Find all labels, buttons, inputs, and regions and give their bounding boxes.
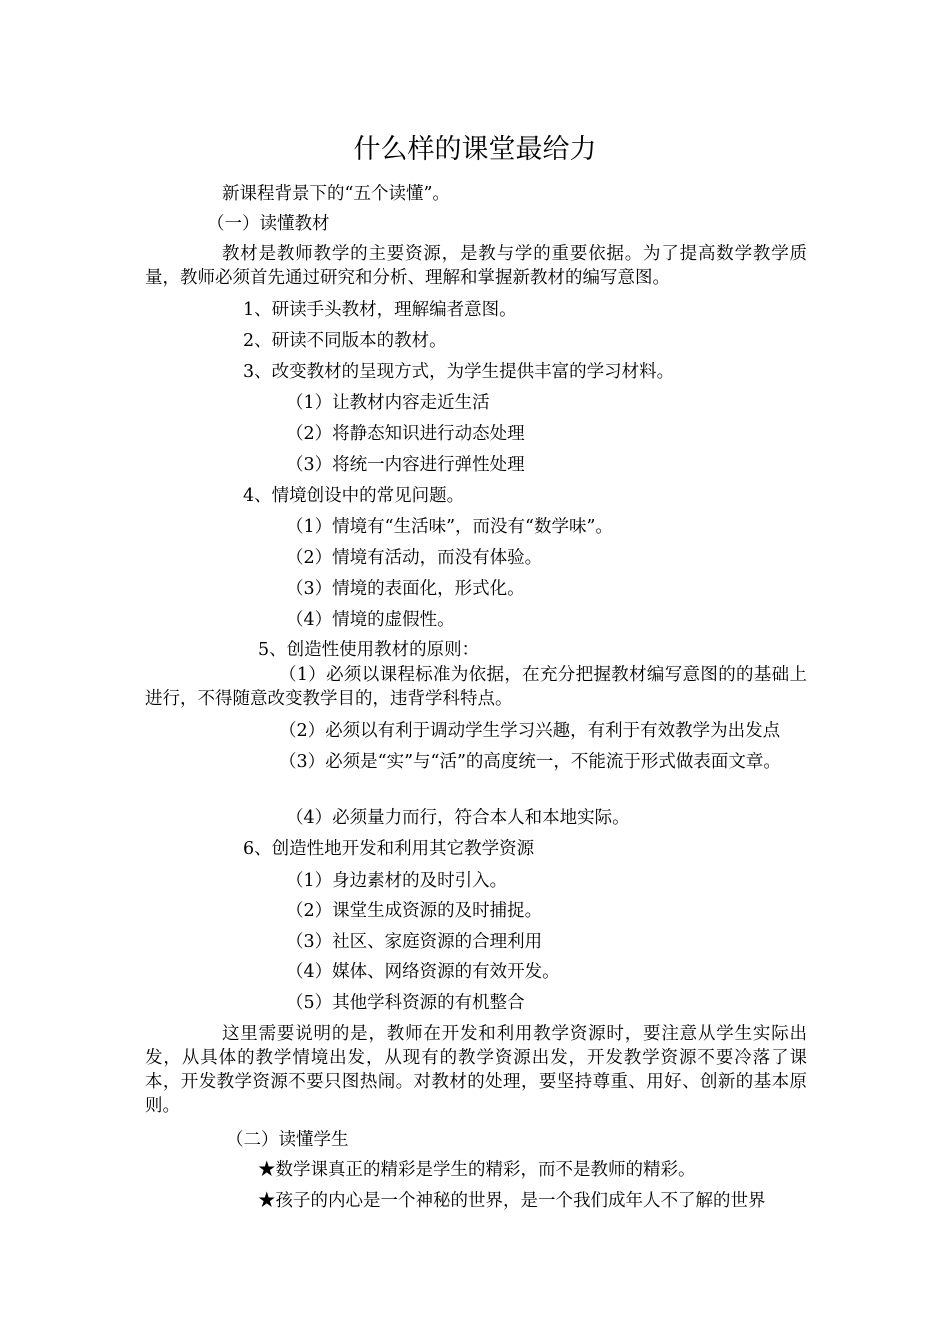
sub-item-3-2: （2）将静态知识进行动态处理 bbox=[286, 424, 525, 444]
sub-item-6-3: （3）社区、家庭资源的合理利用 bbox=[286, 932, 543, 952]
section1-heading: （一）读懂教材 bbox=[207, 214, 330, 234]
sub-item-3-3: （3）将统一内容进行弹性处理 bbox=[286, 455, 525, 475]
intro-line: 新课程背景下的“五个读懂”。 bbox=[222, 184, 450, 204]
list-item-1: 1、研读手头教材，理解编者意图。 bbox=[243, 300, 517, 320]
sub-item-6-5: （5）其他学科资源的有机整合 bbox=[286, 993, 525, 1013]
star-item-1: ★数学课真正的精彩是学生的精彩，而不是教师的精彩。 bbox=[258, 1160, 696, 1180]
sub-item-4-3: （3）情境的表面化，形式化。 bbox=[286, 579, 525, 599]
sub-item-5-2: （2）必须以有利于调动学生学习兴趣，有利于有效教学为出发点 bbox=[279, 721, 781, 741]
document-title: 什么样的课堂最给力 bbox=[353, 134, 597, 165]
list-item-3: 3、改变教材的呈现方式，为学生提供丰富的学习材料。 bbox=[243, 362, 675, 382]
sub-item-5-1: （1）必须以课程标准为依据，在充分把握教材编写意图的的基础上进行，不得随意改变教学目的，违背学科特点。 bbox=[145, 665, 807, 709]
sub-item-5-4: （4）必须量力而行，符合本人和本地实际。 bbox=[286, 808, 630, 828]
sub-item-3-1: （1）让教材内容走近生活 bbox=[286, 393, 490, 413]
list-item-6: 6、创造性地开发和利用其它教学资源 bbox=[243, 839, 535, 859]
list-item-2: 2、研读不同版本的教材。 bbox=[243, 331, 447, 351]
sub-item-6-4: （4）媒体、网络资源的有效开发。 bbox=[286, 962, 560, 982]
section2-heading: （二）读懂学生 bbox=[226, 1130, 349, 1150]
list-item-4: 4、情境创设中的常见问题。 bbox=[243, 486, 465, 506]
list-item-5: 5、创造性使用教材的原则： bbox=[258, 640, 480, 660]
note-paragraph: 这里需要说明的是，教师在开发和利用教学资源时，要注意从学生实际出发，从具体的教学情境出发，从现有的教学资源出发，开发教学资源不要冷落了课本，开发教学资源不要只图热闹。对教材的处理，要坚持尊重、用好、创新的基本原则。 bbox=[145, 1024, 807, 1116]
sub-item-4-1: （1）情境有“生活味”，而没有“数学味”。 bbox=[286, 517, 613, 537]
section1-paragraph: 教材是教师教学的主要资源，是教与学的重要依据。为了提高数学教学质量，教师必须首先通过研究和分析、理解和掌握新教材的编写意图。 bbox=[145, 244, 807, 288]
star-item-2: ★孩子的内心是一个神秘的世界，是一个我们成年人不了解的世界 bbox=[258, 1191, 766, 1211]
sub-item-5-3: （3）必须是“实”与“活”的高度统一，不能流于形式做表面文章。 bbox=[279, 752, 781, 772]
sub-item-6-1: （1）身边素材的及时引入。 bbox=[286, 871, 508, 891]
sub-item-4-4: （4）情境的虚假性。 bbox=[286, 610, 455, 630]
sub-item-4-2: （2）情境有活动，而没有体验。 bbox=[286, 548, 543, 568]
sub-item-6-2: （2）课堂生成资源的及时捕捉。 bbox=[286, 901, 543, 921]
